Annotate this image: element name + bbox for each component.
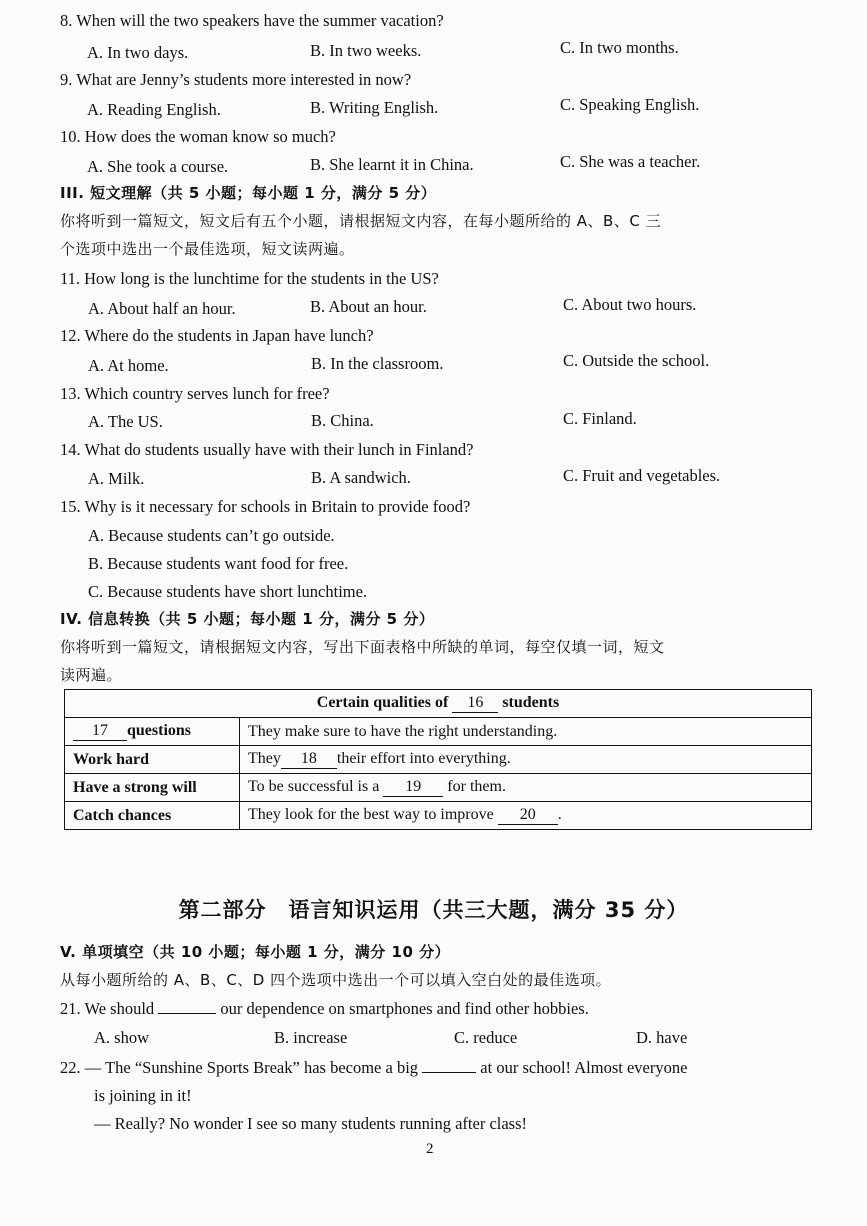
q15-option-a: A. Because students can’t go outside.	[88, 526, 335, 545]
table-row	[65, 774, 812, 802]
section-3-instruction-2: 个选项中选出一个最佳选项，短文读两遍。	[60, 240, 355, 258]
table-row	[65, 746, 812, 774]
section-5-instruction: 从每小题所给的 A、B、C、D 四个选项中选出一个可以填入空白处的最佳选项。	[60, 971, 612, 989]
q13-option-b: B. China.	[311, 411, 374, 430]
row-1-label: questions	[127, 722, 192, 739]
q12-option-b: B. In the classroom.	[311, 354, 444, 373]
q21-blank	[158, 1013, 216, 1014]
q9-stem: 9. What are Jenny’s students more interested in now?	[60, 70, 412, 89]
table-row	[65, 802, 812, 830]
q22-prefix: — The “Sunshine Sports Break” has become a big	[84, 1058, 419, 1077]
q10-option-b: B. She learnt it in China.	[310, 155, 474, 174]
q8-option-a: A. In two days.	[87, 43, 189, 62]
q8-stem: 8. When will the two speakers have the summer vacation?	[60, 11, 444, 30]
row-4-label: Catch chances	[65, 802, 240, 830]
q11-option-a: A. About half an hour.	[88, 299, 236, 318]
q15-stem: 15. Why is it necessary for schools in Britain to provide food?	[60, 497, 471, 516]
blank-16: 16	[452, 694, 498, 713]
section-5-title: V. 单项填空（共 10 小题；每小题 1 分，满分 10 分）	[60, 943, 451, 961]
part-2-title: 第二部分 语言知识运用（共三大题，满分 35 分）	[178, 898, 689, 922]
q10-option-a: A. She took a course.	[87, 157, 229, 176]
row-3-prefix: To be successful is a	[248, 778, 380, 795]
qualities-table	[64, 689, 812, 830]
section-4-title: IV. 信息转换（共 5 小题；每小题 1 分，满分 5 分）	[60, 610, 435, 628]
q12-stem: 12. Where do the students in Japan have lunch?	[60, 326, 374, 345]
q22-blank	[422, 1072, 476, 1073]
q22-line-2: is joining in it!	[94, 1086, 192, 1105]
page-number: 2	[426, 1141, 434, 1157]
q11-option-b: B. About an hour.	[310, 297, 427, 316]
q21-option-a: A. show	[94, 1028, 150, 1047]
q12-option-c: C. Outside the school.	[563, 351, 710, 370]
row-3-suffix: for them.	[447, 778, 506, 795]
q14-option-b: B. A sandwich.	[311, 468, 411, 487]
q22-line-1	[60, 1057, 687, 1079]
table-header-prefix: Certain qualities of	[316, 694, 449, 711]
section-4-instruction-1: 你将听到一篇短文，请根据短文内容，写出下面表格中所缺的单词，每空仅填一词，短文	[60, 638, 665, 656]
q21-option-c: C. reduce	[454, 1028, 518, 1047]
q10-option-c: C. She was a teacher.	[560, 152, 701, 171]
blank-18: 18	[281, 750, 337, 769]
q21-stem	[60, 998, 589, 1020]
q22-line-3: — Really? No wonder I see so many students running after class!	[94, 1114, 528, 1133]
table-header-row	[65, 690, 812, 718]
table-row-label	[65, 718, 240, 746]
q21-suffix: our dependence on smartphones and find other hobbies.	[220, 999, 589, 1018]
q21-option-b: B. increase	[274, 1028, 348, 1047]
row-2-cell	[240, 746, 812, 774]
q9-option-a: A. Reading English.	[87, 100, 221, 119]
q21-number: 21.	[60, 999, 81, 1018]
row-2-suffix: their effort into everything.	[336, 750, 511, 767]
section-3-title: III. 短文理解（共 5 小题；每小题 1 分，满分 5 分）	[60, 184, 437, 202]
q14-option-c: C. Fruit and vegetables.	[563, 466, 721, 485]
q13-stem: 13. Which country serves lunch for free?	[60, 384, 330, 403]
row-2-label: Work hard	[65, 746, 240, 774]
row-1-text: They make sure to have the right understanding.	[240, 718, 812, 746]
table-header-suffix: students	[502, 694, 560, 711]
section-3-instruction-1: 你将听到一篇短文，短文后有五个小题，请根据短文内容，在每小题所给的 A、B、C 三	[60, 212, 662, 230]
table-header	[65, 690, 812, 718]
row-3-label: Have a strong will	[65, 774, 240, 802]
q15-option-b: B. Because students want food for free.	[88, 554, 349, 573]
q13-option-a: A. The US.	[88, 412, 163, 431]
blank-19: 19	[383, 778, 443, 797]
q8-option-c: C. In two months.	[560, 38, 679, 57]
q14-option-a: A. Milk.	[88, 469, 145, 488]
q11-option-c: C. About two hours.	[563, 295, 697, 314]
q14-stem: 14. What do students usually have with their lunch in Finland?	[60, 440, 474, 459]
row-2-prefix: They	[248, 750, 281, 767]
q22-number: 22.	[60, 1058, 81, 1077]
q21-prefix: We should	[84, 999, 155, 1018]
q12-option-a: A. At home.	[88, 356, 169, 375]
q13-option-c: C. Finland.	[563, 409, 637, 428]
q21-option-d: D. have	[636, 1028, 688, 1047]
q8-option-b: B. In two weeks.	[310, 41, 422, 60]
q10-stem: 10. How does the woman know so much?	[60, 127, 336, 146]
q9-option-b: B. Writing English.	[310, 98, 439, 117]
q9-option-c: C. Speaking English.	[560, 95, 700, 114]
q22-suffix: at our school! Almost everyone	[480, 1058, 688, 1077]
q15-option-c: C. Because students have short lunchtime.	[88, 582, 368, 601]
table-row	[65, 718, 812, 746]
row-3-cell	[240, 774, 812, 802]
blank-17: 17	[73, 722, 127, 741]
row-4-cell	[240, 802, 812, 830]
blank-20: 20	[498, 806, 558, 825]
row-4-prefix: They look for the best way to improve	[248, 806, 494, 823]
q11-stem: 11. How long is the lunchtime for the students in the US?	[60, 269, 439, 288]
section-4-instruction-2: 读两遍。	[60, 666, 123, 684]
row-4-suffix: .	[557, 806, 562, 823]
